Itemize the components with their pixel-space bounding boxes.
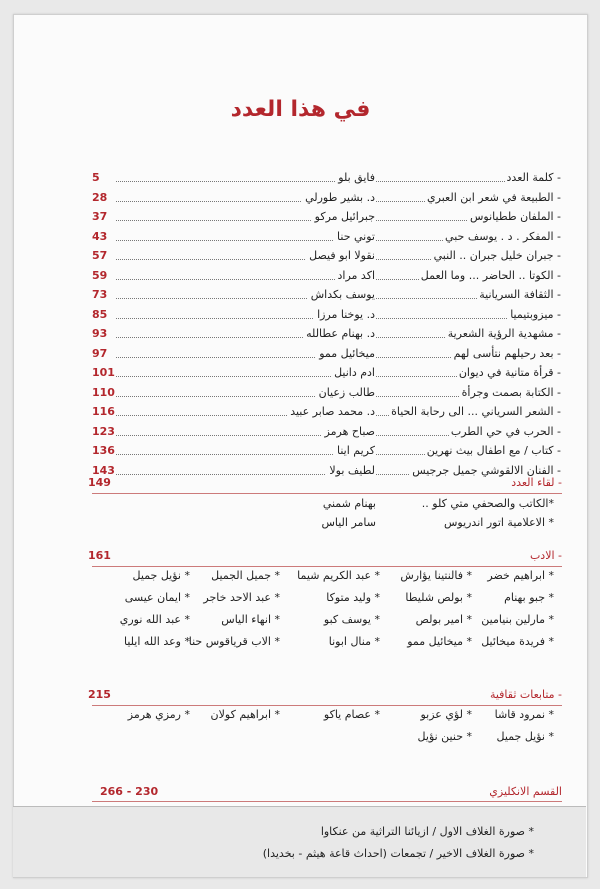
entry-page: 43 bbox=[92, 229, 108, 243]
entry-author: اكد مراد bbox=[335, 269, 375, 282]
section-title: القسم الانكليزي bbox=[489, 785, 562, 798]
contributor-name: * عصام ياكو bbox=[323, 708, 380, 721]
contributor-name: * جبو بهنام bbox=[504, 591, 554, 604]
entry-title: - المفكر . د . يوسف حبي bbox=[445, 229, 561, 243]
table-of-contents bbox=[94, 171, 561, 483]
section-page-number: 149 bbox=[88, 476, 111, 489]
entry-author: فايق بلو bbox=[335, 171, 375, 184]
entry-author: جبرائيل مركو bbox=[312, 210, 375, 223]
contributor-name: * نؤيل جميل bbox=[496, 730, 554, 743]
section-page-number: 161 bbox=[88, 549, 111, 562]
entry-page: 28 bbox=[92, 190, 108, 204]
contributor-name: * ايمان عيسى bbox=[124, 591, 190, 604]
contributor-name: * وليد متوكا bbox=[326, 591, 380, 604]
entry-title: - بعد رحيلهم نتأسى لهم bbox=[453, 346, 561, 360]
section-page-range: 266 - 230 bbox=[100, 785, 159, 798]
toc-entry bbox=[94, 366, 561, 386]
section-title: - لقاء العدد bbox=[511, 476, 562, 489]
entry-title: - ميزوبتيميا bbox=[510, 307, 561, 321]
entry-page: 136 bbox=[92, 444, 115, 457]
entry-page: 143 bbox=[92, 463, 115, 477]
section-header bbox=[88, 687, 562, 706]
contributor-name: * ميخائيل ممو bbox=[407, 635, 472, 648]
name-row bbox=[92, 567, 562, 589]
entry-title: - مشهدية الرؤية الشعرية bbox=[447, 327, 561, 340]
toc-entry bbox=[94, 308, 561, 328]
entry-page: 5 bbox=[92, 171, 100, 184]
entry-author: بهنام شمني bbox=[322, 497, 376, 510]
toc-entry bbox=[94, 327, 561, 347]
contributor-name: * وعد الله ايليا bbox=[123, 635, 190, 648]
name-row bbox=[92, 589, 562, 611]
contributor-name: * حنين نؤيل bbox=[417, 730, 472, 743]
contributor-name: * نمرود قاشا bbox=[494, 708, 554, 721]
entry-page: 93 bbox=[92, 327, 108, 340]
entry-title: - الحرب في حي الطرب bbox=[450, 424, 561, 438]
toc-entry bbox=[94, 288, 561, 308]
section-header bbox=[88, 548, 562, 567]
toc-entry bbox=[94, 269, 561, 289]
entry-page: 123 bbox=[92, 424, 115, 438]
entry-title: - الشعر السرياني ... الى رحابة الحياة bbox=[391, 405, 561, 418]
toc-entry bbox=[94, 171, 561, 191]
entry-author: لطيف بولا bbox=[326, 464, 375, 477]
toc-entry bbox=[94, 425, 561, 445]
entry-title: *الكاتب والصحفي متي كلو .. bbox=[421, 497, 554, 510]
entry-title: - كلمة العدد bbox=[506, 171, 561, 184]
entry-author: د. محمد صابر عبيد bbox=[287, 405, 375, 418]
section-adab bbox=[88, 548, 562, 655]
entry-author: توني حنا bbox=[334, 230, 375, 243]
cover-credit-back: * صورة الغلاف الاخير / تجمعات (احداث قاعة هيثم - بخديدا) bbox=[262, 847, 534, 860]
toc-entry bbox=[94, 405, 561, 425]
toc-entry bbox=[94, 249, 561, 269]
entry-author: نقولا ابو فيصل bbox=[306, 249, 375, 262]
contributor-name: * نؤيل جميل bbox=[132, 569, 190, 582]
entry-title: - الطبيعة في شعر ابن العبري bbox=[427, 190, 561, 204]
entry-author: د. بهنام عطالله bbox=[303, 327, 375, 340]
entry-author: ميخائيل ممو bbox=[316, 347, 375, 360]
interview-entry bbox=[92, 513, 562, 532]
entry-author: صباح هرمز bbox=[322, 425, 375, 438]
name-row bbox=[92, 706, 562, 728]
entry-page: 110 bbox=[92, 385, 115, 399]
section-title: - متابعات ثقافية bbox=[489, 688, 562, 701]
contributor-name: * ابراهيم كولان bbox=[210, 708, 280, 721]
entry-author: سامر الياس bbox=[321, 516, 376, 529]
toc-entry bbox=[94, 191, 561, 211]
entry-author: يوسف بكداش bbox=[308, 288, 375, 301]
contributor-name: * فريدة ميخائيل bbox=[481, 635, 554, 648]
toc-entry bbox=[94, 210, 561, 230]
name-row bbox=[92, 728, 562, 750]
entry-title: - الملفان ططيانوس bbox=[470, 210, 561, 223]
toc-entry bbox=[94, 230, 561, 250]
cover-credit-front: * صورة الغلاف الاول / ازيائنا التراثية من عنكاوا bbox=[320, 825, 534, 838]
entry-page: 85 bbox=[92, 307, 108, 321]
section-liqaa bbox=[88, 475, 562, 532]
toc-entry bbox=[94, 347, 561, 367]
contributor-name: * منال ابونا bbox=[328, 635, 380, 648]
entry-page: 59 bbox=[92, 268, 108, 282]
contributor-name: * عبد الكريم شيما bbox=[297, 569, 380, 582]
cover-credits bbox=[13, 806, 586, 877]
toc-entry bbox=[94, 444, 561, 464]
entry-author: طالب زعيان bbox=[316, 386, 375, 399]
section-page-number: 215 bbox=[88, 688, 111, 701]
contributor-name: * يوسف كبو bbox=[323, 613, 380, 626]
contributor-name: * جميل الجميل bbox=[211, 569, 280, 582]
entry-page: 116 bbox=[92, 405, 115, 418]
entry-author: د. بشير طورلي bbox=[302, 191, 375, 204]
contributor-name: * انهاء الياس bbox=[221, 613, 280, 626]
contributor-name: * عبد الله نوري bbox=[119, 613, 190, 626]
contributor-name: * فالنتينا يؤارش bbox=[400, 569, 472, 582]
entry-page: 97 bbox=[92, 346, 108, 360]
contributor-name: * بولص شليطا bbox=[405, 591, 472, 604]
entry-author: كريم اينا bbox=[334, 444, 375, 457]
section-mutabaat bbox=[88, 687, 562, 750]
entry-title: - جبران خليل جبران .. النبي bbox=[433, 249, 561, 262]
magazine-page bbox=[13, 14, 588, 878]
entry-title: - قرأة متانية في ديوان bbox=[458, 366, 561, 379]
contributor-name: * امير بولص bbox=[415, 613, 472, 626]
entry-title: - الكتابة بصمت وجرأة bbox=[461, 385, 561, 399]
entry-author: ادم دانيل bbox=[331, 366, 375, 379]
entry-title: - الفنان الالقوشي جميل جرجيس bbox=[412, 463, 561, 477]
contributor-name: * ابراهيم خضر bbox=[487, 569, 554, 582]
contributor-name: * رمزي هرمز bbox=[127, 708, 190, 721]
entry-page: 73 bbox=[92, 288, 108, 301]
contributor-name: * مارلين بنيامين bbox=[481, 613, 554, 626]
name-row bbox=[92, 633, 562, 655]
section-english bbox=[92, 785, 562, 802]
entry-title: - كتاب / مع اطفال بيث نهرين bbox=[426, 444, 561, 457]
entry-title: - الكوتا .. الحاضر ... وما العمل bbox=[420, 268, 561, 282]
entry-title: - الثقافة السريانية bbox=[479, 288, 561, 301]
entry-author: د. يوخنا مرزا bbox=[314, 308, 375, 321]
section-header bbox=[88, 475, 562, 494]
entry-page: 37 bbox=[92, 210, 108, 223]
section-title: - الادب bbox=[529, 549, 562, 562]
entry-title: * الاعلامية اتور اندريوس bbox=[443, 516, 554, 529]
page-title: في هذا العدد bbox=[230, 97, 371, 122]
contributor-name: * الاب قرياقوس حنا bbox=[188, 635, 280, 648]
entry-page: 57 bbox=[92, 249, 108, 262]
toc-entry bbox=[94, 386, 561, 406]
interview-entry bbox=[92, 494, 562, 513]
contributor-name: * لؤي عزبو bbox=[420, 708, 472, 721]
contributor-name: * عبد الاحد خاجر bbox=[203, 591, 280, 604]
entry-page: 101 bbox=[92, 366, 115, 379]
name-row bbox=[92, 611, 562, 633]
